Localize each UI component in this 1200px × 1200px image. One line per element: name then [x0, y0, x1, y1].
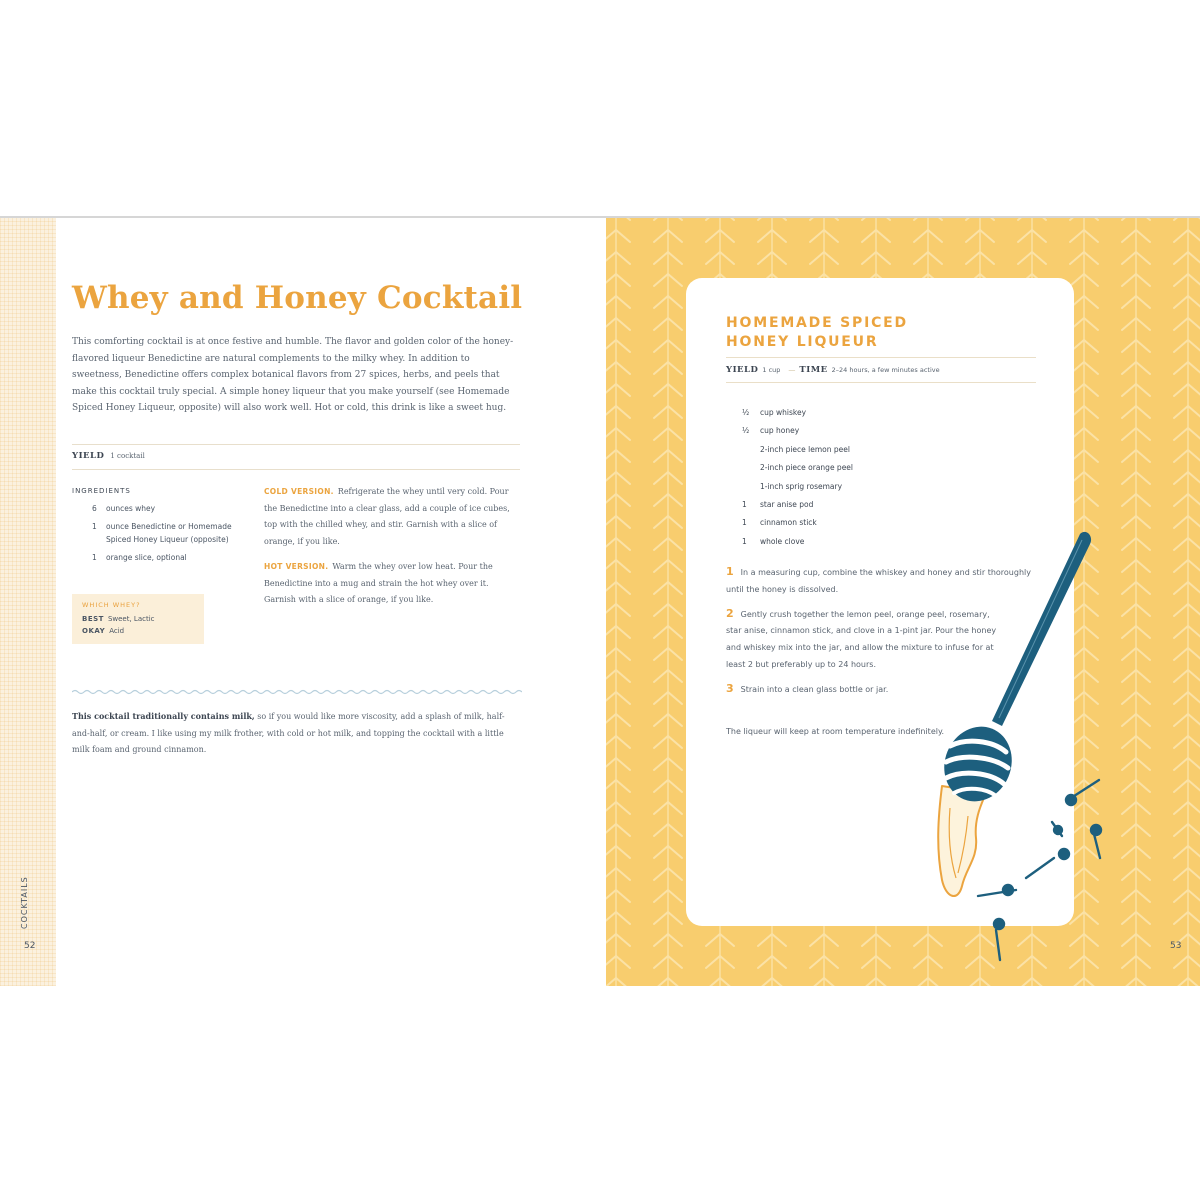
ingredient-text: orange slice, optional	[106, 553, 187, 562]
card-ingredient-text: cup honey	[760, 426, 800, 436]
hot-version-label: HOT VERSION.	[264, 562, 329, 571]
card-ingredient-qty: ½	[742, 426, 750, 436]
cold-version-label: COLD VERSION.	[264, 487, 334, 496]
recipe-intro: This comforting cocktail is at once festive and humble. The flavor and golden color of the honey-flavored liqueur Benedictine are natural complements to the milky whey. In addition to sweetness, Benedictine offers complex botanical flavors from 27 spices, herbs, and peels that make this cocktail truly special. A simple honey liqueur that you make yourself (see Homemade Spiced Honey Liqueur, opposite) will also work well. Hot or cold, this drink is like a sweet hug.	[72, 337, 514, 414]
best-label: BEST	[82, 615, 104, 623]
milk-note-bold: This cocktail traditionally contains milk,	[72, 711, 255, 721]
separator: —	[788, 366, 796, 374]
step-number: 2	[726, 606, 734, 620]
card-ingredient-text: star anise pod	[760, 500, 814, 510]
best-value: Sweet, Lactic	[107, 615, 155, 623]
cold-version	[264, 484, 520, 550]
card-title-line-1: HOMEMADE SPICED	[726, 315, 908, 331]
which-whey-okay	[82, 625, 194, 637]
yield-label: YIELD	[72, 451, 105, 461]
milk-note	[72, 708, 522, 759]
card-yield-value: 1 cup	[762, 366, 781, 374]
card-yield-label: YIELD	[726, 365, 759, 375]
recipe-title: Whey and Honey Cocktail	[72, 280, 523, 316]
hot-version	[264, 559, 520, 609]
hot-version-text: Warm the whey over low heat. Pour the Benedictine into a mug and strain the hot whey over it. Garnish with a slice of orange, if you like.	[264, 562, 493, 604]
ingredients-list	[72, 502, 242, 569]
yield-value: 1 cocktail	[110, 452, 145, 460]
honey-dipper-icon	[606, 218, 1200, 986]
ingredient-qty: 1	[92, 522, 97, 531]
step-number: 3	[726, 681, 734, 695]
divider	[72, 444, 520, 445]
ingredient-text: ounce Benedictine or Homemade Spiced Honey Liqueur (opposite)	[106, 522, 232, 544]
section-label: COCKTAILS	[20, 876, 29, 930]
step-text: In a measuring cup, combine the whiskey and honey and stir thoroughly until the honey is dissolved.	[726, 568, 1031, 594]
left-page	[0, 218, 606, 986]
card-ingredient-text: cinnamon stick	[760, 518, 817, 528]
ingredient-item	[72, 502, 242, 515]
card-ingredient-qty: 1	[742, 518, 747, 528]
storage-note: The liqueur will keep at room temperature indefinitely.	[726, 727, 945, 736]
card-time-value: 2–24 hours, a few minutes active	[831, 366, 940, 374]
okay-label: OKAY	[82, 627, 106, 635]
book-spread	[0, 216, 1200, 986]
card-ingredient-text: whole clove	[760, 536, 805, 546]
ingredient-qty: 1	[92, 553, 97, 562]
okay-value: Acid	[109, 627, 125, 635]
ingredient-text: ounces whey	[106, 504, 156, 513]
versions-block	[264, 484, 520, 618]
step-number: 1	[726, 565, 734, 578]
card-ingredient-text: 2-inch piece orange peel	[760, 463, 854, 473]
divider	[72, 469, 520, 470]
step-text: Strain into a clean glass bottle or jar.	[740, 684, 889, 694]
ingredient-qty: 6	[92, 504, 97, 513]
card-ingredient-qty: 1	[742, 500, 747, 510]
wavy-divider	[72, 688, 522, 696]
ingredient-item	[72, 520, 242, 546]
card-ingredient-text: cup whiskey	[760, 408, 807, 417]
card-ingredient-qty: ½	[742, 408, 750, 417]
card-time-label: TIME	[799, 365, 828, 375]
card-ingredient-qty: 1	[742, 536, 747, 546]
which-whey-box	[72, 594, 204, 644]
ingredient-item	[72, 551, 242, 564]
card-ingredient-text: 1-inch sprig rosemary	[760, 481, 843, 491]
margin-strip	[0, 218, 56, 986]
ingredients-heading: INGREDIENTS	[72, 487, 131, 495]
right-page	[606, 218, 1200, 986]
milk-note-text: so if you would like more viscosity, add a splash of milk, half-and-half, or cream. I like using my milk frother, with cold or hot milk, and topping the cocktail with a little milk foam and ground cinnamon.	[72, 712, 505, 754]
card-title-line-2: HONEY LIQUEUR	[726, 334, 879, 350]
card-ingredient-text: 2-inch piece lemon peel	[760, 444, 850, 454]
yield-line	[72, 451, 145, 461]
which-whey-best	[82, 613, 194, 625]
step-text: Gently crush together the lemon peel, orange peel, rosemary, star anise, cinnamon stick, and clove in a 1-pint jar. Pour the honey and whiskey mix into the jar, and allow the mixture to infuse for at least 2 but preferably up to 24 hours.	[726, 609, 997, 669]
page-number-left: 52	[24, 941, 36, 951]
cold-version-text: Refrigerate the whey until very cold. Pour the Benedictine into a clear glass, add a couple of ice cubes, top with the chilled whey, and stir. Garnish with a slice of orange, if you like.	[264, 487, 510, 546]
which-whey-heading: WHICH WHEY?	[82, 601, 141, 609]
page-number-right: 53	[1170, 941, 1182, 951]
